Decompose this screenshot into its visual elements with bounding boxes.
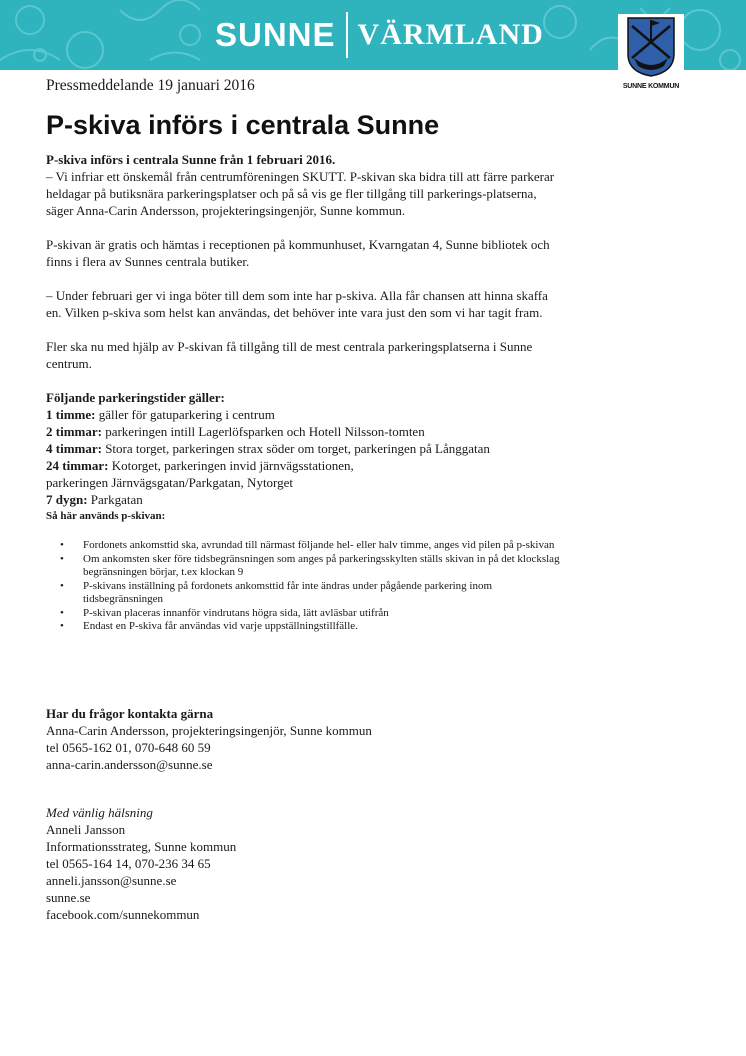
list-item: • P-skivan placeras innanför vindrutans högra sida, lätt avläsbar utifrån: [46, 607, 566, 621]
signoff-name: Anneli Jansson: [46, 822, 126, 837]
lead-heading: [46, 151, 566, 168]
signoff-phone: tel 0565-164 14, 070-236 34 65: [46, 856, 211, 871]
signoff-block: [46, 804, 236, 923]
time-row: 1 timme: gäller för gatuparkering i centrum: [46, 407, 275, 422]
times-heading: Följande parkeringstider gäller:: [46, 390, 225, 405]
contact-email[interactable]: anna-carin.andersson@sunne.se: [46, 757, 213, 772]
usage-list: [46, 539, 566, 634]
brand-divider: [346, 12, 348, 58]
brand-name-right: VÄRMLAND: [357, 18, 544, 51]
signoff-role: Informationsstrateg, Sunne kommun: [46, 839, 237, 854]
paragraph-access: Fler ska nu med hjälp av P-skivan få tillgång till de mest centrala parkeringsplatserna i Sunne centrum.: [46, 339, 533, 371]
paragraph-pickup: P-skivan är gratis och hämtas i receptionen på kommunhuset, Kvarngatan 4, Sunne bibliotek och finns i flera av Sunnes centrala butiker.: [46, 237, 550, 269]
contact-name: Anna-Carin Andersson, projekteringsingenjör, Sunne kommun: [46, 723, 372, 738]
lead-bold: P-skiva införs i centrala Sunne från 1 februari 2016.: [46, 152, 336, 167]
list-item: • Fordonets ankomsttid ska, avrundad till närmast följande hel- eller halv timme, anges vid pilen på p-skivan: [46, 539, 566, 553]
crest-caption: SUNNE KOMMUN: [622, 83, 680, 90]
page-title: P-skiva införs i centrala Sunne: [46, 110, 440, 140]
municipal-crest: [618, 14, 684, 78]
signoff-email[interactable]: anneli.jansson@sunne.se: [46, 873, 177, 888]
crest-icon: [624, 14, 678, 78]
brand-name-left: SUNNE: [215, 16, 336, 53]
signoff-facebook[interactable]: facebook.com/sunnekommun: [46, 907, 200, 922]
signoff-website[interactable]: sunne.se: [46, 890, 91, 905]
time-row: 24 timmar: Kotorget, parkeringen invid järnvägsstationen,: [46, 458, 354, 473]
greeting: Med vänlig hälsning: [46, 805, 153, 820]
list-item: • Endast en P-skiva får användas vid varje uppställningstillfälle.: [46, 620, 566, 634]
press-release-date: Pressmeddelande 19 januari 2016: [46, 77, 255, 94]
usage-heading: Så här används p-skivan:: [46, 510, 166, 522]
contact-phone: tel 0565-162 01, 070-648 60 59: [46, 740, 211, 755]
time-row: 7 dygn: Parkgatan: [46, 492, 143, 507]
lead-paragraph: – Vi infriar ett önskemål från centrumföreningen SKUTT. P-skivan ska bidra till att färre parkerar heldagar på butiksnära parkeringsplatser och på så vis ge fler tillgång till parkerings-platserna, säger Anna-Carin Andersson, projekteringsingenjör, Sunne kommun.: [46, 169, 555, 218]
contact-block: [46, 705, 372, 773]
article-body: [46, 151, 566, 634]
parking-times-list: [46, 406, 566, 508]
time-row: 2 timmar: parkeringen intill Lagerlöfsparken och Hotell Nilsson-tomten: [46, 424, 425, 439]
list-item: • P-skivans inställning på fordonets ankomsttid får inte ändras under pågående parkering inom tidsbegränsningen: [46, 580, 566, 607]
time-row: parkeringen Järnvägsgatan/Parkgatan, Nytorget: [46, 475, 294, 490]
paragraph-grace-period: – Under februari ger vi inga böter till dem som inte har p-skiva. Alla får chansen att hinna skaffa en. Vilken p-skiva som helst kan användas, det behöver inte vara just den som vi har tagit fram.: [46, 288, 548, 320]
contact-heading: Har du frågor kontakta gärna: [46, 706, 214, 721]
list-item: • Om ankomsten sker före tidsbegränsningen som anges på parkeringsskylten ställs skivan in på det klockslag begränsningen börjar, t.ex klockan 9: [46, 553, 566, 580]
time-row: 4 timmar: Stora torget, parkeringen strax söder om torget, parkeringen på Långgatan: [46, 441, 490, 456]
brand-logo: [215, 10, 544, 60]
